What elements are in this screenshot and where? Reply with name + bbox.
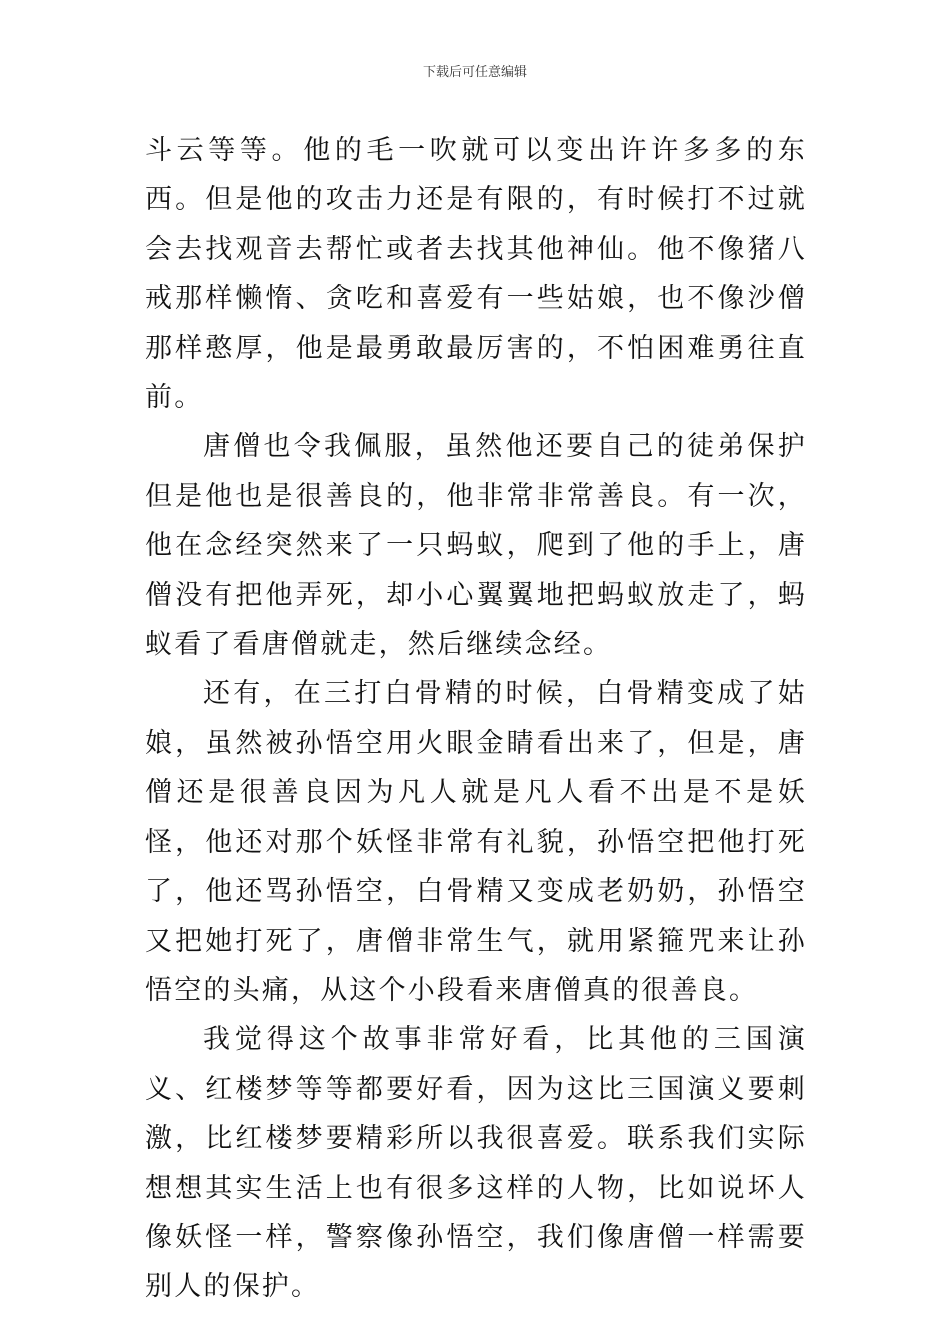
document-body — [145, 126, 807, 1312]
paragraph-white-bone-demon: 还有，在三打白骨精的时候，白骨精变成了姑娘，虽然被孙悟空用火眼金睛看出来了，但是，唐僧还是很善良因为凡人就是凡人看不出是不是妖怪，他还对那个妖怪非常有礼貌，孙悟空把他打死了，他还骂孙悟空，白骨精又变成老奶奶，孙悟空又把她打死了，唐僧非常生气，就用紧箍咒来让孙悟空的头痛，从这个小段看来唐僧真的很善良。 — [145, 678, 807, 1006]
page-header-note: 下载后可任意编辑 — [422, 65, 527, 80]
paragraph-continuation: 斗云等等。他的毛一吹就可以变出许许多多的东西。但是他的攻击力还是有限的，有时候打不过就会去找观音去帮忙或者去找其他神仙。他不像猪八戒那样懒惰、贪吃和喜爱有一些姑娘，也不像沙僧那样憨厚，他是最勇敢最厉害的，不怕困难勇往直前。 — [145, 135, 807, 414]
paragraph-tang-seng: 唐僧也令我佩服，虽然他还要自己的徒弟保护但是他也是很善良的，他非常非常善良。有一次，他在念经突然来了一只蚂蚁，爬到了他的手上，唐僧没有把他弄死，却小心翼翼地把蚂蚁放走了，蚂蚁看了看唐僧就走，然后继续念经。 — [145, 431, 807, 661]
paragraph-conclusion: 我觉得这个故事非常好看，比其他的三国演义、红楼梦等等都要好看，因为这比三国演义要刺激，比红楼梦要精彩所以我很喜爱。联系我们实际想想其实生活上也有很多这样的人物，比如说坏人像妖怪一样，警察像孙悟空，我们像唐僧一样需要别人的保护。 — [145, 1024, 807, 1303]
